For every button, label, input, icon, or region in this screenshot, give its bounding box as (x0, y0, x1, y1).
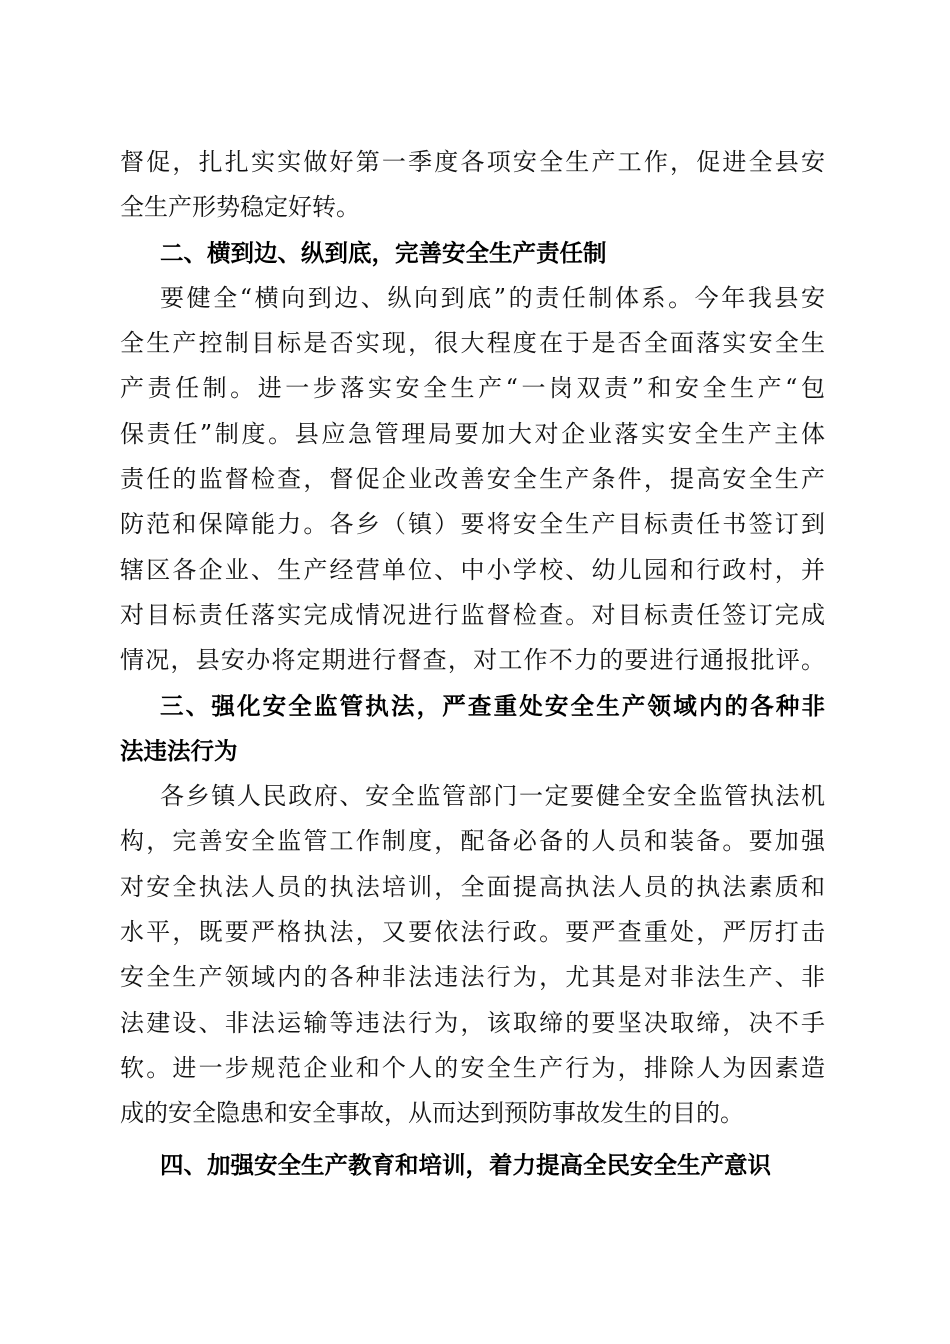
text-line: 对目标责任落实完成情况进行监督检查。对目标责任签订完成 (120, 600, 825, 629)
paragraph-enforcement (120, 774, 825, 1136)
text-line: 水平，既要严格执法，又要依法行政。要严查重处，严厉打击 (120, 918, 825, 947)
text-line: 安全生产领域内的各种非法违法行为，尤其是对非法生产、非 (120, 963, 825, 992)
section-heading-3 (120, 684, 825, 775)
paragraph-responsibility-system (120, 276, 825, 684)
paragraph-continuation (120, 140, 825, 231)
heading-line: 三、强化安全监管执法，严查重处安全生产领域内的各种非 (160, 691, 825, 720)
section-heading-2 (120, 231, 825, 276)
text-line: 防范和保障能力。各乡（镇）要将安全生产目标责任书签订到 (120, 510, 825, 539)
text-line: 产责任制。进一步落实安全生产“一岗双责”和安全生产“包 (120, 374, 825, 403)
text-line: 全生产控制目标是否实现，很大程度在于是否全面落实安全生 (120, 329, 825, 358)
heading-line: 法违法行为 (120, 736, 238, 765)
text-line: 保责任”制度。县应急管理局要加大对企业落实安全生产主体 (120, 419, 825, 448)
text-line: 辖区各企业、生产经营单位、中小学校、幼儿园和行政村，并 (120, 555, 825, 584)
section-heading-4 (120, 1143, 825, 1188)
document-body (120, 140, 825, 1188)
text-line: 要健全“横向到边、纵向到底”的责任制体系。今年我县安 (160, 283, 825, 312)
text-line: 各乡镇人民政府、安全监管部门一定要健全安全监管执法机 (160, 782, 825, 811)
heading-line: 四、加强安全生产教育和培训，着力提高全民安全生产意识 (160, 1150, 771, 1179)
heading-line: 二、横到边、纵到底，完善安全生产责任制 (160, 238, 607, 267)
text-line: 法建设、非法运输等违法行为，该取缔的要坚决取缔，决不手 (120, 1008, 825, 1037)
text-line: 责任的监督检查，督促企业改善安全生产条件，提高安全生产 (120, 465, 825, 494)
text-line: 软。进一步规范企业和个人的安全生产行为，排除人为因素造 (120, 1053, 825, 1082)
text-line: 成的安全隐患和安全事故，从而达到预防事故发生的目的。 (120, 1099, 744, 1128)
text-line: 督促，扎扎实实做好第一季度各项安全生产工作，促进全县安 (120, 148, 825, 176)
text-line: 情况，县安办将定期进行督查，对工作不力的要进行通报批评。 (120, 646, 825, 675)
text-line: 全生产形势稳定好转。 (120, 193, 360, 222)
text-line: 构，完善安全监管工作制度，配备必备的人员和装备。要加强 (120, 827, 825, 856)
text-line: 对安全执法人员的执法培训，全面提高执法人员的执法素质和 (120, 872, 825, 901)
